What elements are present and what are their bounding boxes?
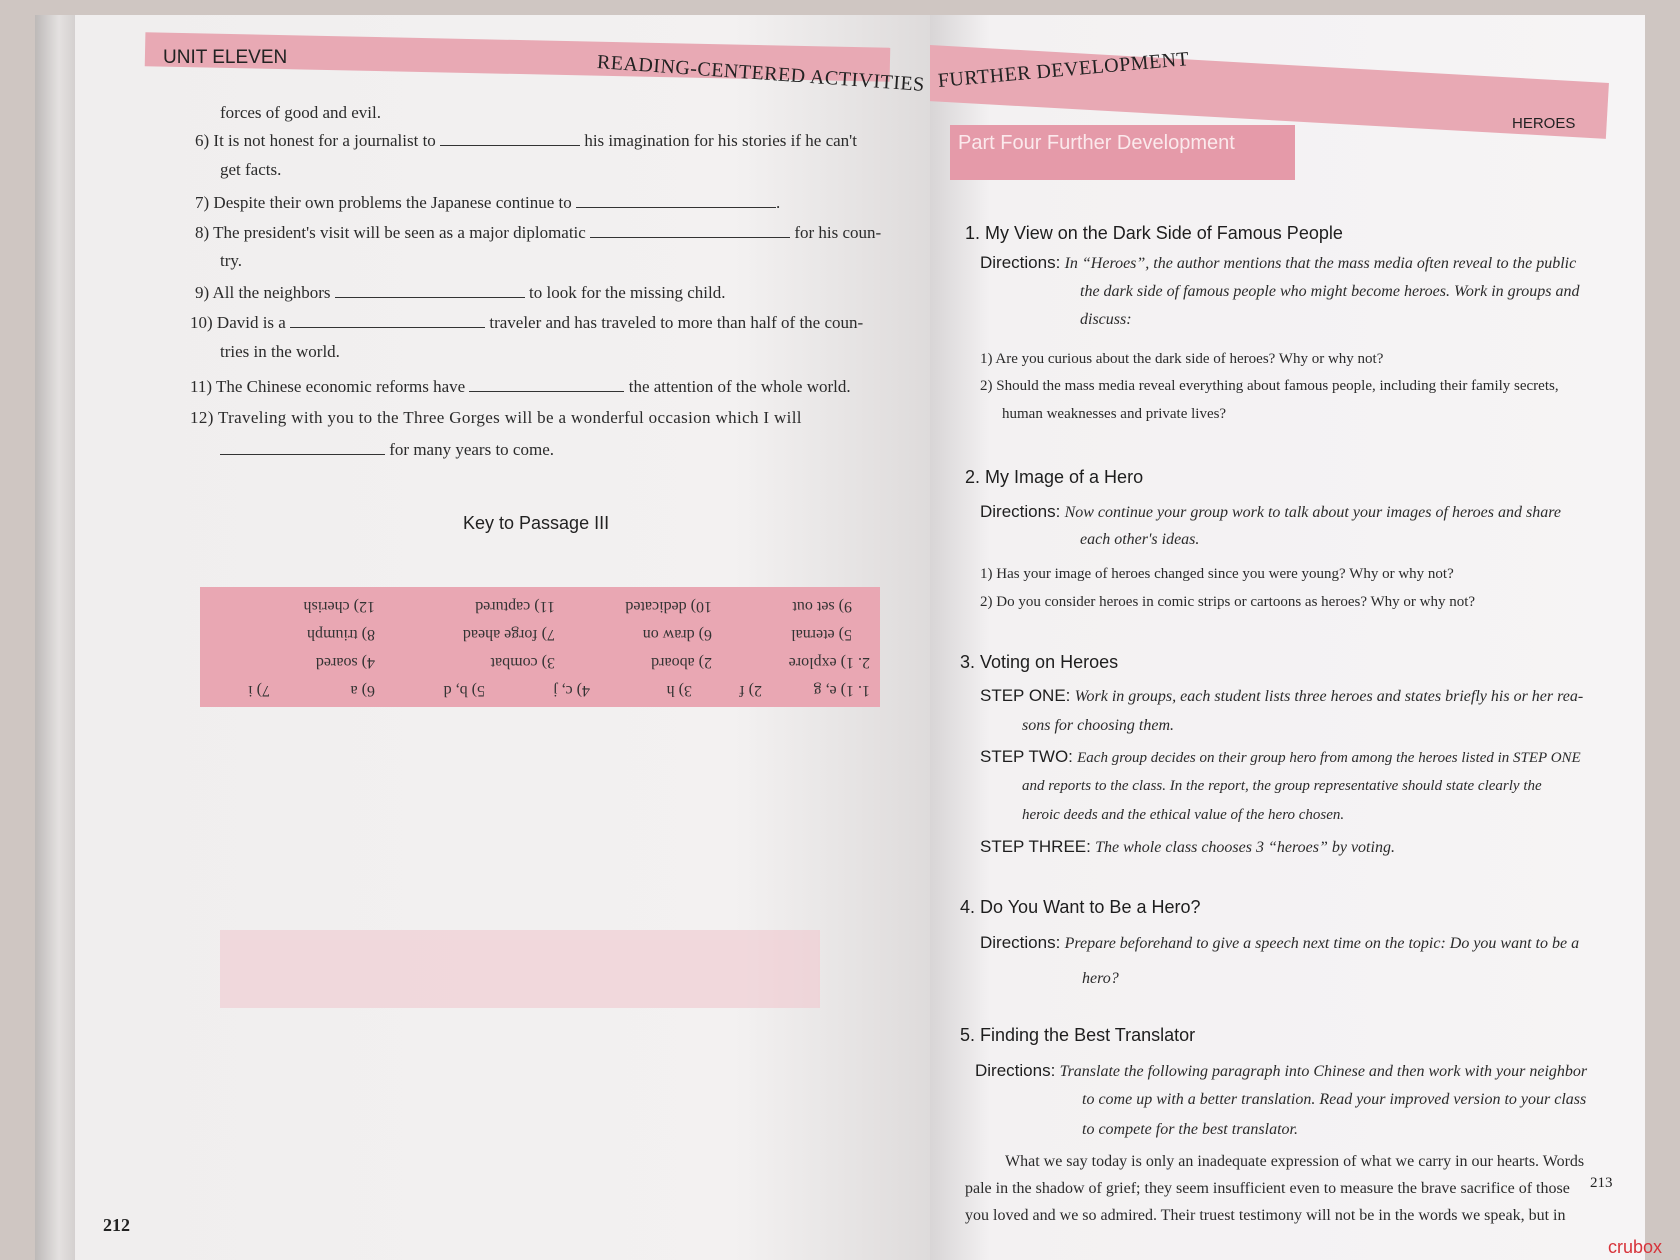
part-four-label: Part Four Further Development [958, 132, 1235, 154]
page-edge-stack [35, 15, 75, 1260]
key-title: Key to Passage III [463, 513, 610, 533]
exercise-item-10: 10) David is a traveler and has traveled to more than half of the coun- [190, 313, 864, 332]
exercise-item-12: 12) Traveling with you to the Three Gorges will be a wonderful occasion which I will [190, 408, 802, 427]
left-page [35, 15, 930, 1260]
answer-key-box: 1. 1) e, g 2) f 3) h 4) c, j 5) b, d 6) a 7) i 2. 1) explore 2) aboard 3) combat 4) soared 5) eternal 6) draw on 7) forge ahead 8) triumph 9) set out 10) dedicated 11) captured 12) cherish [200, 587, 880, 707]
section-1-title: 1. My View on the Dark Side of Famous People [965, 223, 1343, 243]
section-4-title: 4. Do You Want to Be a Hero? [960, 897, 1201, 917]
step-one-line: sons for choosing them. [1022, 717, 1174, 734]
question-item: 2) Should the mass media reveal everything about famous people, including their family secrets, [980, 378, 1559, 394]
question-item: 1) Has your image of heroes changed since you were young? Why or why not? [980, 566, 1454, 582]
bleed-through-box [220, 930, 820, 1008]
question-item: human weaknesses and private lives? [1002, 406, 1227, 422]
step-three: STEP THREE: The whole class chooses 3 “heroes” by voting. [980, 837, 1395, 856]
open-book [35, 15, 1645, 1260]
right-page [930, 15, 1645, 1260]
exercise-item-8: 8) The president's visit will be seen as a major diplomatic for his coun- [195, 223, 882, 242]
section-5-directions: Directions: Translate the following paragraph into Chinese and then work with your neighbor [975, 1061, 1588, 1080]
watermark: crubox [1607, 1237, 1662, 1257]
section-1-directions-line: discuss: [1080, 311, 1132, 328]
step-one: STEP ONE: Work in groups, each student lists three heroes and states briefly his or her rea- [980, 686, 1584, 705]
section-5-directions-line: to come up with a better translation. Read your improved version to your class [1082, 1091, 1587, 1108]
translation-paragraph-line: pale in the shadow of grief; they seem insufficient even to measure the brave sacrifice of those [965, 1180, 1570, 1197]
unit-title: UNIT ELEVEN [163, 47, 288, 68]
step-two-line: heroic deeds and the ethical value of the hero chosen. [1022, 807, 1345, 823]
exercise-item-7: 7) Despite their own problems the Japanese continue to . [195, 193, 781, 212]
section-4-directions: Directions: Prepare beforehand to give a speech next time on the topic: Do you want to be a [980, 933, 1580, 952]
further-development-title: FURTHER DEVELOPMENT [936, 48, 1191, 92]
section-5-title: 5. Finding the Best Translator [960, 1025, 1196, 1045]
section-2-title: 2. My Image of a Hero [965, 467, 1144, 487]
section-title: READING-CENTERED ACTIVITIES [596, 51, 926, 96]
translation-paragraph-line: What we say today is only an inadequate expression of what we carry in our hearts. Words [1005, 1153, 1585, 1170]
exercise-item-12-cont: for many years to come. [220, 440, 554, 460]
section-5-directions-line: to compete for the best translator. [1082, 1121, 1298, 1138]
exercise-item-6: 6) It is not honest for a journalist to his imagination for his stories if he can't [195, 131, 857, 150]
exercise-line: get facts. [220, 160, 282, 179]
page-number-left: 212 [103, 1215, 130, 1235]
heroes-label: HEROES [1512, 115, 1576, 132]
page-number-right: 213 [1590, 1175, 1613, 1191]
exercise-line: try. [220, 251, 243, 270]
exercise-item-9: 9) All the neighbors to look for the missing child. [195, 283, 726, 302]
section-4-directions-line: hero? [1082, 970, 1119, 987]
step-two: STEP TWO: Each group decides on their group hero from among the heroes listed in STEP ONE [980, 747, 1581, 766]
exercise-line: forces of good and evil. [220, 103, 381, 122]
section-2-directions-line: each other's ideas. [1080, 531, 1200, 548]
section-1-directions-line: the dark side of famous people who might become heroes. Work in groups and [1080, 283, 1580, 300]
question-item: 2) Do you consider heroes in comic strips or cartoons as heroes? Why or why not? [980, 594, 1476, 610]
step-two-line: and reports to the class. In the report, the group representative should state clearly the [1022, 778, 1542, 794]
translation-paragraph-line: you loved and we so admired. Their truest testimony will not be in the words we speak, but in [965, 1207, 1566, 1224]
exercise-line: tries in the world. [220, 342, 340, 361]
exercise-item-11: 11) The Chinese economic reforms have the attention of the whole world. [190, 377, 851, 396]
section-1-directions: Directions: In “Heroes”, the author mentions that the mass media often reveal to the public [980, 253, 1577, 272]
section-2-directions: Directions: Now continue your group work to talk about your images of heroes and share [980, 502, 1561, 521]
question-item: 1) Are you curious about the dark side of heroes? Why or why not? [980, 351, 1384, 367]
section-3-title: 3. Voting on Heroes [960, 652, 1119, 672]
